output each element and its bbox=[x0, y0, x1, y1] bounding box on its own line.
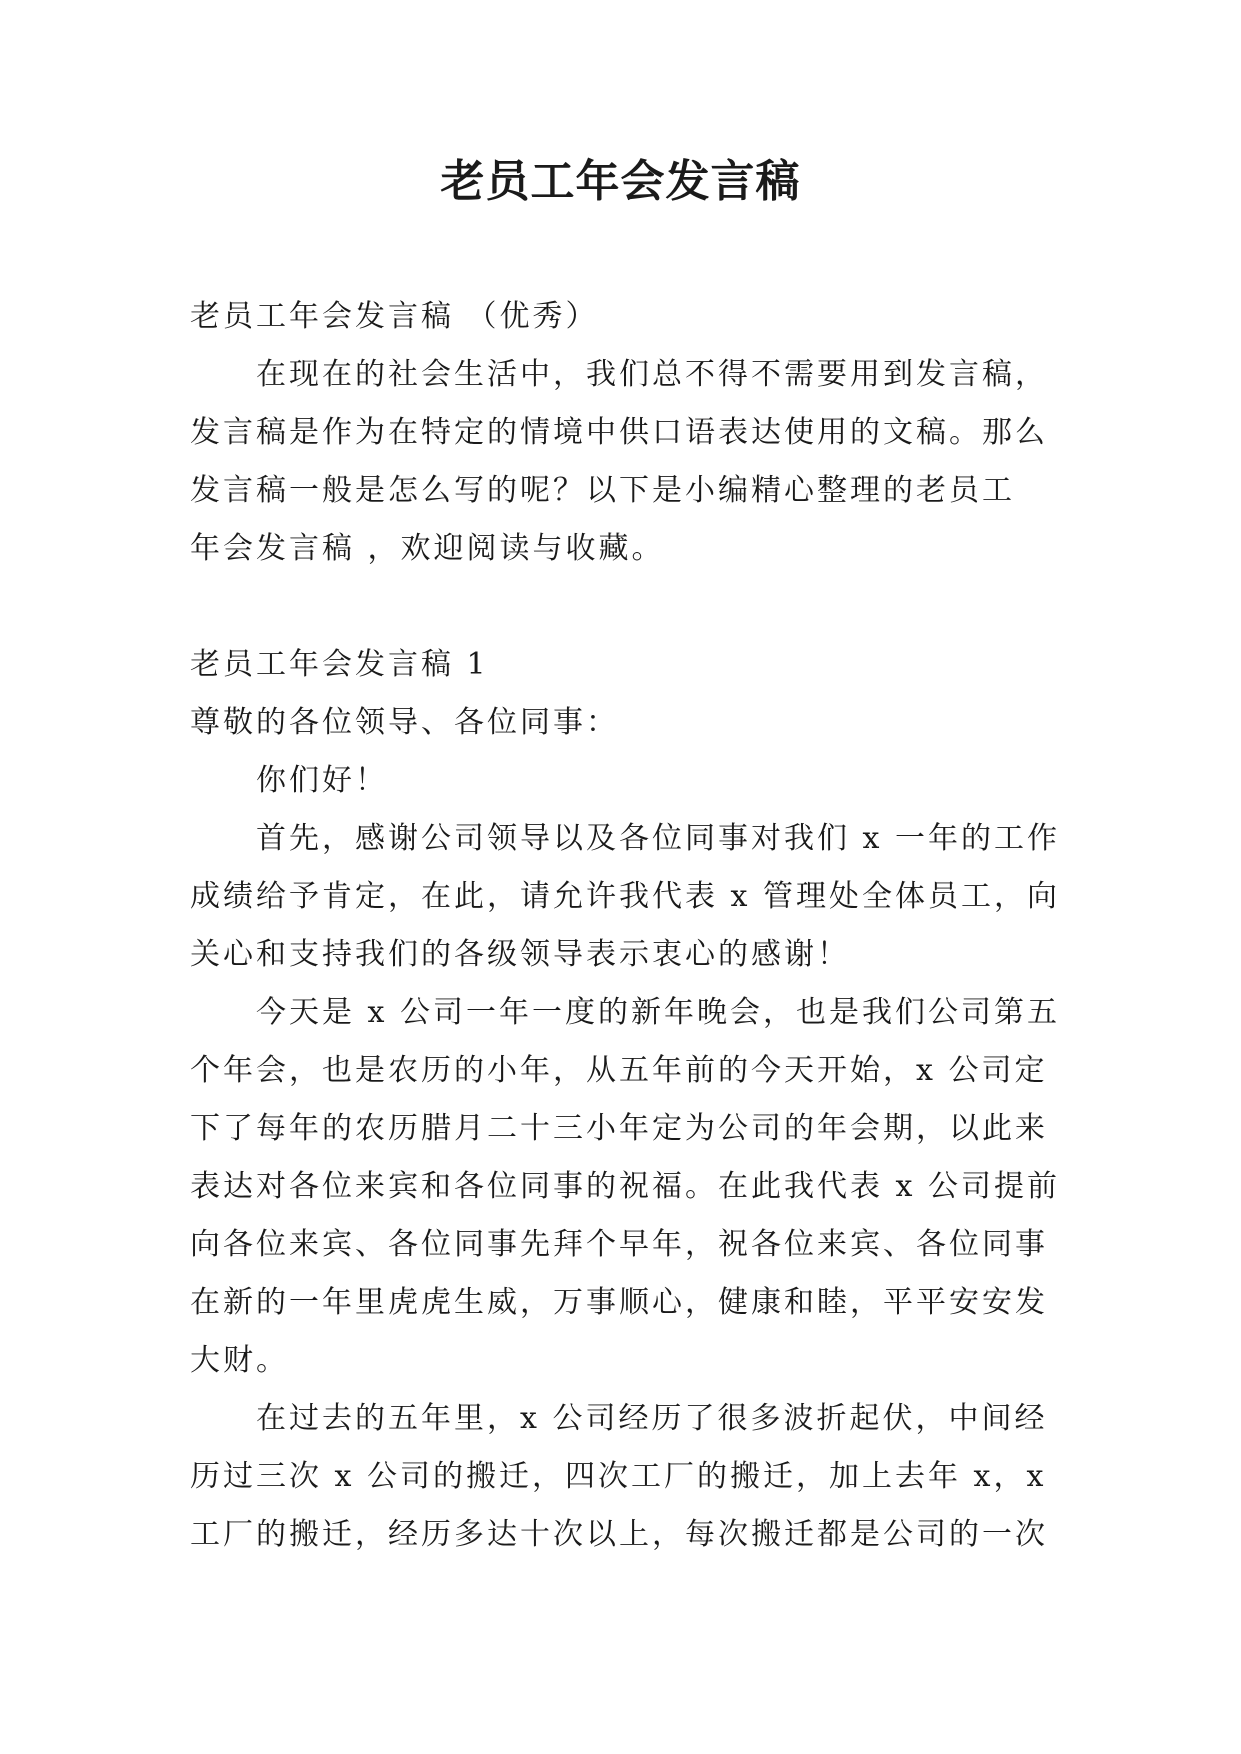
paragraph-gap bbox=[190, 578, 1060, 636]
paragraph-line: 成绩给予肯定，在此，请允许我代表 x 管理处全体员工，向 bbox=[190, 879, 1060, 914]
intro-line: 年会发言稿 ，欢迎阅读与收藏。 bbox=[190, 531, 665, 566]
paragraph-3 bbox=[190, 1390, 1060, 1564]
intro-paragraph bbox=[190, 346, 1060, 578]
paragraph-1 bbox=[190, 810, 1060, 984]
document-title: 老员工年会发言稿 bbox=[440, 156, 801, 207]
intro-line: 在现在的社会生活中，我们总不得不需要用到发言稿， bbox=[256, 357, 1048, 392]
paragraph-line: 表达对各位来宾和各位同事的祝福。在此我代表 x 公司提前 bbox=[190, 1169, 1060, 1204]
paragraph-line: 关心和支持我们的各级领导表示衷心的感谢！ bbox=[190, 937, 850, 972]
paragraph-line: 首先，感谢公司领导以及各位同事对我们 x 一年的工作 bbox=[256, 821, 1060, 856]
paragraph-line: 在过去的五年里，x 公司经历了很多波折起伏，中间经 bbox=[256, 1401, 1048, 1436]
section-heading: 老员工年会发言稿 1 bbox=[190, 647, 489, 682]
intro-line: 发言稿是作为在特定的情境中供口语表达使用的文稿。那么 bbox=[190, 415, 1048, 450]
subtitle-line: 老员工年会发言稿 （优秀） bbox=[190, 299, 599, 334]
paragraph-line: 下了每年的农历腊月二十三小年定为公司的年会期，以此来 bbox=[190, 1111, 1048, 1146]
paragraph-line: 今天是 x 公司一年一度的新年晚会，也是我们公司第五 bbox=[256, 995, 1060, 1030]
paragraph-2 bbox=[190, 984, 1060, 1390]
salutation-line: 尊敬的各位领导、各位同事： bbox=[190, 705, 619, 740]
paragraph-line: 个年会，也是农历的小年，从五年前的今天开始，x 公司定 bbox=[190, 1053, 1048, 1088]
document-body bbox=[190, 288, 1060, 1564]
paragraph-line: 工厂的搬迁，经历多达十次以上，每次搬迁都是公司的一次 bbox=[190, 1517, 1048, 1552]
paragraph-line: 历过三次 x 公司的搬迁，四次工厂的搬迁，加上去年 x，x bbox=[190, 1459, 1047, 1494]
paragraph-line: 向各位来宾、各位同事先拜个早年，祝各位来宾、各位同事 bbox=[190, 1227, 1048, 1262]
paragraph-line: 大财。 bbox=[190, 1343, 289, 1378]
intro-line: 发言稿一般是怎么写的呢？以下是小编精心整理的老员工 bbox=[190, 473, 1015, 508]
paragraph-line: 在新的一年里虎虎生威，万事顺心，健康和睦，平平安安发 bbox=[190, 1285, 1048, 1320]
greeting-line: 你们好！ bbox=[256, 763, 388, 798]
